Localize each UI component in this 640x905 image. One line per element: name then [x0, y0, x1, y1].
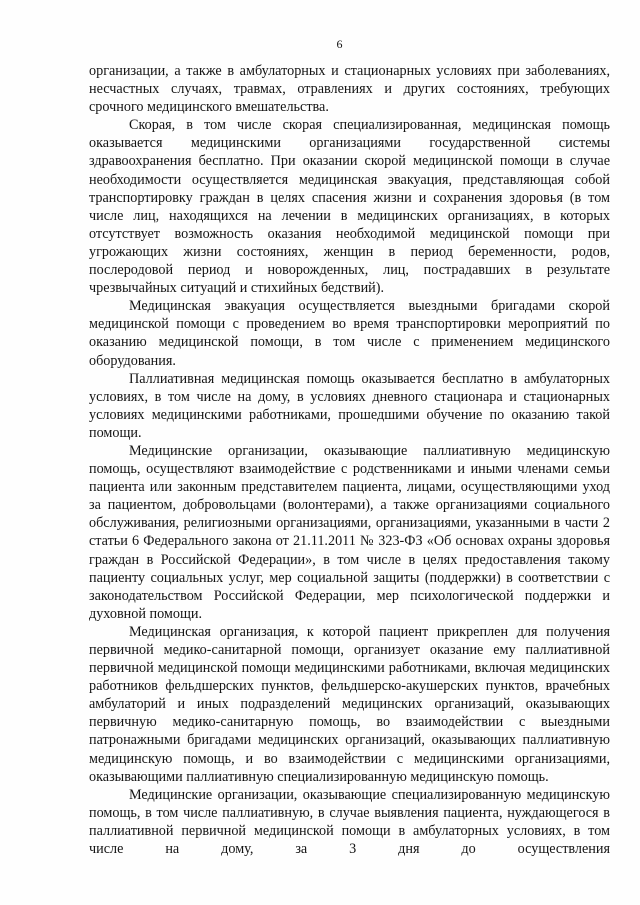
- paragraph-5: Медицинские организации, оказывающие паллиативную медицинскую помощь, осуществляют взаимодействие с родственниками и иными членами семьи пациента или законным представителем пациента, лицами, осуществляющими уход за пациентом, добровольцами (волонтерами), а также организациями социального обслуживания, религиозными организациями, организациями, указанными в части 2 статьи 6 Федерального закона от 21.11.2011 № 323-ФЗ «Об основах охраны здоровья граждан в Российской Федерации», в том числе в целях предоставления такому пациенту социальных услуг, мер социальной защиты (поддержки) в соответствии с законодательством Российской Федерации, мер психологической поддержки и духовной помощи.: [89, 442, 610, 622]
- page-number: 6: [336, 37, 343, 51]
- paragraph-1: организации, а также в амбулаторных и стационарных условиях при заболеваниях, несчастных случаях, травмах, отравлениях и других состояниях, требующих срочного медицинского вмешательства.: [89, 63, 610, 116]
- paragraph-4: Паллиативная медицинская помощь оказывается бесплатно в амбулаторных условиях, в том числе на дому, в условиях дневного стационара и стационарных условиях медицинскими работниками, прошедшими обучение по оказанию такой помощи.: [89, 370, 610, 441]
- paragraph-7: Медицинские организации, оказывающие специализированную медицинскую помощь, в том числе паллиативную, в случае выявления пациента, нуждающегося в паллиативной первичной медицинской помощи в амбулаторных условиях, в том числе на дому, за 3 дня до осуществления: [89, 786, 610, 858]
- paragraph-2: Скорая, в том числе скорая специализированная, медицинская помощь оказывается медицинскими организациями государственной системы здравоохранения бесплатно. При оказании скорой медицинской помощи в случае необходимости осуществляется медицинская эвакуация, представляющая собой транспортировку граждан в целях спасения жизни и сохранения здоровья (в том числе лиц, находящихся на лечении в медицинских организациях, в которых отсутствует возможность оказания необходимой медицинской помощи при угрожающих жизни состояниях, женщин в период беременности, родов, послеродовой период и новорожденных, лиц, пострадавших в результате чрезвычайных ситуаций и стихийных бедствий).: [89, 117, 610, 297]
- paragraph-6: Медицинская организация, к которой пациент прикреплен для получения первичной медико-санитарной помощи, организует оказание ему паллиативной первичной медицинской помощи медицинскими работниками, включая медицинских работников фельдшерских пунктов, фельдшерско-акушерских пунктов, врачебных амбулаторий и иных подразделений медицинских организаций, оказывающих первичную медико-санитарную помощь, во взаимодействии с выездными патронажными бригадами медицинских организаций, оказывающих паллиативную медицинскую помощь, и во взаимодействии с медицинскими организациями, оказывающими паллиативную специализированную медицинскую помощь.: [89, 623, 610, 785]
- paragraph-3: Медицинская эвакуация осуществляется выездными бригадами скорой медицинской помощи с проведением во время транспортировки мероприятий по оказанию медицинской помощи, в том числе с применением медицинского оборудования.: [89, 298, 610, 369]
- document-body: [89, 62, 610, 858]
